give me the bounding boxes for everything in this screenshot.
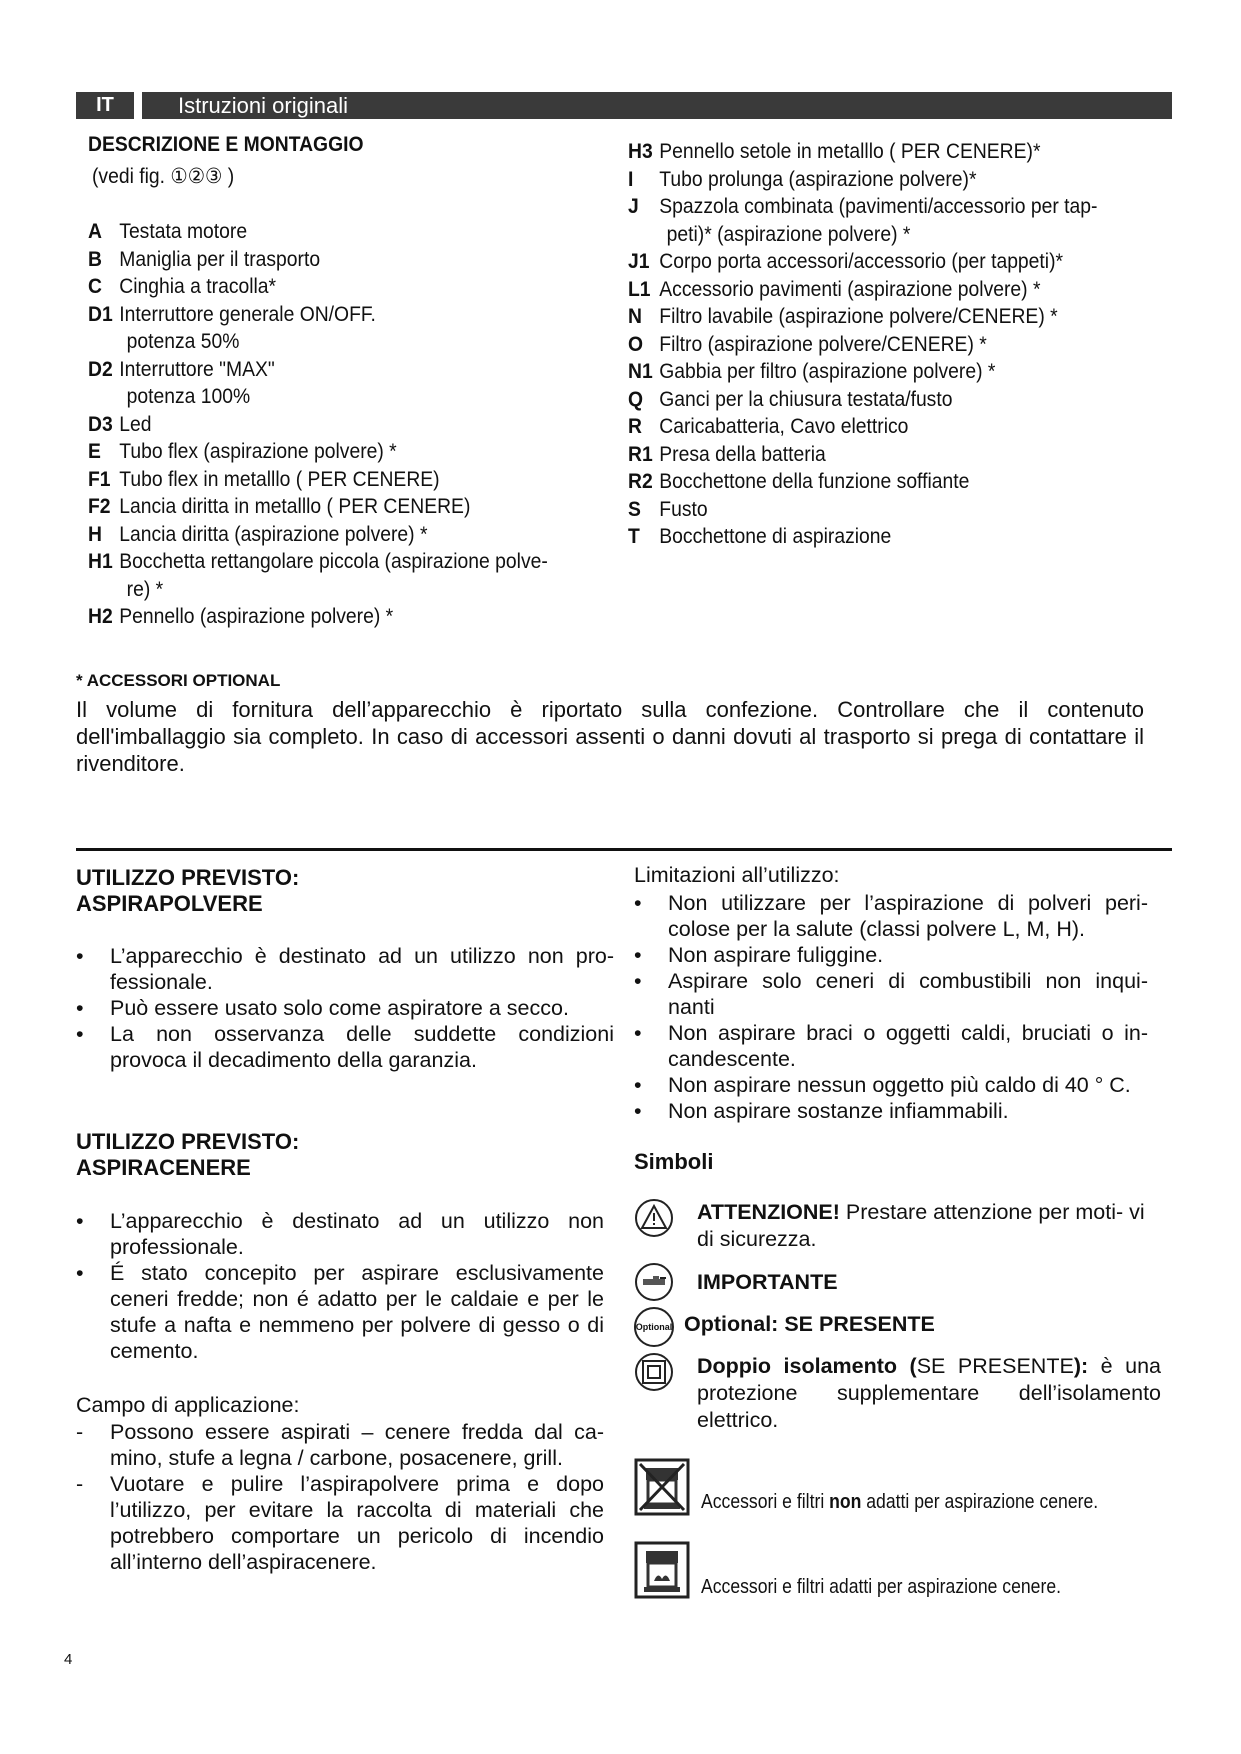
list-item: - Possono essere aspirati – cenere fredda dal ca- mino, stufe a legna / carbone, posacenere, grill. <box>76 1419 604 1471</box>
component-item <box>88 493 548 521</box>
double-insulation-colon: ): <box>1073 1354 1089 1378</box>
component-list-right <box>628 138 1097 551</box>
component-item <box>88 576 548 604</box>
component-label: Interruttore "MAX" <box>119 357 275 381</box>
attention-text <box>697 1199 1167 1253</box>
component-label: Led <box>119 412 152 436</box>
double-insulation-description: è una protezione supplementare dell’isolamento elettrico. <box>697 1354 1161 1432</box>
component-item <box>628 303 1097 331</box>
list-item: • Non aspirare nessun oggetto più caldo di 40 ° C. <box>634 1072 1148 1098</box>
component-key: H3 <box>628 140 653 163</box>
application-field-title: Campo di applicazione: <box>76 1393 300 1417</box>
not-for-ash-emphasis: non <box>829 1491 862 1513</box>
list-item: - Vuotare e pulire l’aspirapolvere prima e dopo l’utilizzo, per evitare la raccolta di materiali che potrebbero comportare un pericolo di incendio all’interno dell’aspiracenere. <box>76 1471 604 1575</box>
component-label: Pennello setole in metalllo ( PER CENERE)* <box>659 140 1041 163</box>
component-key: F2 <box>88 495 111 518</box>
not-for-ash-prefix: Accessori e filtri <box>701 1491 830 1513</box>
warning-icon <box>634 1198 674 1243</box>
limitations-list <box>634 890 1148 1124</box>
header-separator <box>134 92 142 119</box>
attention-description: Prestare attenzione per moti- vi di sicurezza. <box>697 1200 1145 1251</box>
important-label: IMPORTANTE <box>697 1270 838 1294</box>
component-item <box>628 193 1097 221</box>
section-divider <box>76 848 1172 851</box>
component-key: A <box>88 220 102 243</box>
component-item <box>628 248 1097 276</box>
component-item <box>628 276 1097 304</box>
not-for-ash-icon <box>634 1458 690 1521</box>
usage-ash-title-line1: UTILIZZO PREVISTO: <box>76 1129 300 1154</box>
component-key: B <box>88 247 102 271</box>
double-insulation-condition: SE PRESENTE <box>916 1354 1074 1378</box>
component-label: Cinghia a tracolla* <box>119 275 277 298</box>
component-key: D2 <box>88 357 113 381</box>
component-key: H2 <box>88 605 113 628</box>
component-key: E <box>88 440 101 463</box>
component-key: N <box>628 305 642 328</box>
component-label: Lancia diritta in metalllo ( PER CENERE) <box>119 495 471 518</box>
component-key: C <box>88 275 102 298</box>
application-field-list <box>76 1419 604 1575</box>
component-item <box>88 466 548 494</box>
not-for-ash-suffix: adatti per aspirazione cenere. <box>861 1491 1099 1513</box>
component-key: O <box>628 332 644 356</box>
attention-label: ATTENZIONE! <box>697 1200 840 1224</box>
optional-accessories-title: * ACCESSORI OPTIONAL <box>76 671 281 690</box>
component-item <box>88 246 548 274</box>
component-label: Tubo flex (aspirazione polvere) * <box>119 440 397 463</box>
list-item: • É stato concepito per aspirare esclusivamente ceneri fredde; non é adatto per le caldaie e per le stufe a nafta e nemmeno per polvere di gesso o di cemento. <box>76 1260 604 1364</box>
optional-accessories-text: Il volume di fornitura dell’apparecchio è riportato sulla confezione. Controllare che il contenuto dell'imballaggio sia completo. In caso di accessori assenti o danni dovuti al trasporto si prega di contattare il rivenditore. <box>76 697 1144 776</box>
component-label: Bocchettone della funzione soffiante <box>659 470 970 493</box>
component-key: D3 <box>88 412 113 436</box>
component-item <box>628 166 1097 194</box>
component-label: Interruttore generale ON/OFF. <box>119 302 376 326</box>
symbols-title: Simboli <box>634 1149 714 1174</box>
component-label: Filtro lavabile (aspirazione polvere/CENERE) * <box>659 305 1058 328</box>
optional-label: Optional: SE PRESENTE <box>684 1312 935 1336</box>
component-label: re) * <box>126 577 164 601</box>
component-item <box>628 386 1097 414</box>
component-item <box>628 138 1097 166</box>
usage-vacuum-list <box>76 943 614 1073</box>
optional-icon-label: Optional <box>635 1322 673 1332</box>
component-list-left <box>88 218 548 631</box>
component-label: Spazzola combinata (pavimenti/accessorio per tap- <box>659 195 1098 218</box>
component-key: D1 <box>88 302 113 326</box>
component-key: R1 <box>628 442 653 466</box>
list-item: • Non aspirare fuliggine. <box>634 942 1148 968</box>
component-label: Bocchettone di aspirazione <box>659 525 892 548</box>
component-label: Presa della batteria <box>659 442 826 466</box>
list-item: • Non utilizzare per l’aspirazione di polveri peri- colose per la salute (classi polvere L, M, H). <box>634 890 1148 942</box>
component-key: Q <box>628 387 644 411</box>
component-label: Bocchetta rettangolare piccola (aspirazione polve- <box>119 550 548 573</box>
component-item <box>628 221 1097 249</box>
ash-suitable-icon <box>634 1541 690 1604</box>
component-label: peti)* (aspirazione polvere) * <box>666 222 911 246</box>
component-key: R <box>628 415 642 438</box>
list-item: • Non aspirare sostanze infiammabili. <box>634 1098 1148 1124</box>
component-label: Maniglia per il trasporto <box>119 247 321 271</box>
component-item <box>628 413 1097 441</box>
component-label: potenza 100% <box>126 385 251 408</box>
list-item: • L’apparecchio è destinato ad un utilizzo non professionale. <box>76 1208 604 1260</box>
component-item <box>628 468 1097 496</box>
component-item <box>88 411 548 439</box>
component-label: potenza 50% <box>126 330 240 353</box>
description-title: DESCRIZIONE E MONTAGGIO <box>88 133 364 156</box>
language-badge: IT <box>76 92 134 119</box>
component-label: Fusto <box>659 497 708 521</box>
component-item <box>628 523 1097 551</box>
component-key: F1 <box>88 467 111 491</box>
component-item <box>88 548 548 576</box>
double-insulation-label: Doppio isolamento ( <box>697 1354 917 1378</box>
usage-vacuum-title-line2: ASPIRAPOLVERE <box>76 891 263 916</box>
list-item: • L’apparecchio è destinato ad un utilizzo non pro- fessionale. <box>76 943 614 995</box>
component-key: I <box>628 167 634 191</box>
component-key: J1 <box>628 250 650 273</box>
component-item <box>88 328 548 356</box>
limitations-title: Limitazioni all’utilizzo: <box>634 863 840 887</box>
usage-vacuum-title <box>76 865 299 917</box>
double-insulation-icon <box>634 1352 674 1397</box>
component-key: H1 <box>88 550 113 573</box>
component-key: T <box>628 525 640 548</box>
header-title: Istruzioni originali <box>178 93 348 118</box>
list-item: • La non osservanza delle suddette condizioni provoca il decadimento della garanzia. <box>76 1021 614 1073</box>
usage-vacuum-title-line1: UTILIZZO PREVISTO: <box>76 865 300 890</box>
component-key: J <box>628 195 639 218</box>
component-item <box>628 331 1097 359</box>
list-item: • Aspirare solo ceneri di combustibili non inqui- nanti <box>634 968 1148 1020</box>
component-label: Lancia diritta (aspirazione polvere) * <box>119 522 428 546</box>
component-label: Testata motore <box>119 220 248 243</box>
list-item: • Può essere usato solo come aspiratore a secco. <box>76 995 614 1021</box>
component-key: R2 <box>628 470 653 493</box>
component-key: N1 <box>628 360 653 383</box>
usage-ash-title <box>76 1129 299 1181</box>
component-label: Ganci per la chiusura testata/fusto <box>659 387 953 411</box>
page-number: 4 <box>64 1651 73 1668</box>
component-item <box>628 441 1097 469</box>
component-item <box>88 603 548 631</box>
component-item <box>88 218 548 246</box>
component-item <box>88 273 548 301</box>
component-item <box>88 301 548 329</box>
component-key: S <box>628 497 641 521</box>
double-insulation-text <box>697 1353 1161 1434</box>
component-label: Gabbia per filtro (aspirazione polvere) * <box>659 360 996 383</box>
component-item <box>628 496 1097 524</box>
pointing-hand-icon <box>634 1262 674 1307</box>
ash-suitable-text: Accessori e filtri adatti per aspirazione cenere. <box>701 1576 1062 1598</box>
component-item <box>88 438 548 466</box>
component-label: Accessorio pavimenti (aspirazione polvere) * <box>659 277 1041 301</box>
component-label: Tubo flex in metalllo ( PER CENERE) <box>119 467 440 491</box>
component-item <box>628 358 1097 386</box>
component-label: Filtro (aspirazione polvere/CENERE) * <box>659 332 987 356</box>
usage-ash-title-line2: ASPIRACENERE <box>76 1155 251 1180</box>
component-label: Caricabatteria, Cavo elettrico <box>659 415 909 438</box>
component-item <box>88 356 548 384</box>
list-item: • Non aspirare braci o oggetti caldi, bruciati o in- candescente. <box>634 1020 1148 1072</box>
description-subtitle: (vedi fig. ①②③ ) <box>92 165 235 188</box>
usage-ash-list <box>76 1208 604 1364</box>
component-item <box>88 521 548 549</box>
component-label: Corpo porta accessori/accessorio (per tappeti)* <box>659 250 1064 273</box>
component-key: H <box>88 522 102 546</box>
component-item <box>88 383 548 411</box>
component-label: Pennello (aspirazione polvere) * <box>119 605 394 628</box>
component-key: L1 <box>628 277 651 301</box>
component-label: Tubo prolunga (aspirazione polvere)* <box>659 167 977 191</box>
not-for-ash-text <box>701 1491 1098 1514</box>
optional-icon <box>634 1307 674 1347</box>
